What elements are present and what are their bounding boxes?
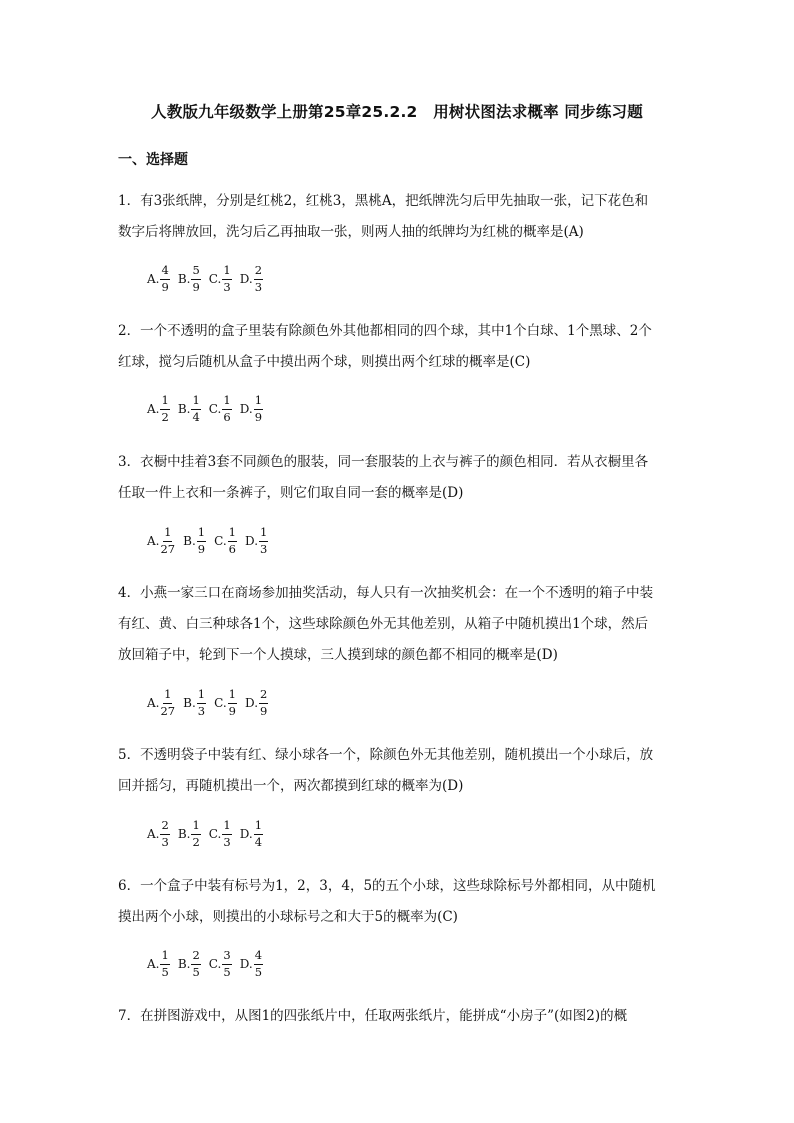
fraction: $\frac{3}{5}$ <box>223 948 231 979</box>
fraction: $\frac{2}{5}$ <box>192 948 200 979</box>
fraction: $\frac{1}{27}$ <box>160 525 176 556</box>
question-3-options <box>147 527 276 555</box>
fraction: $\frac{1}{2}$ <box>192 818 200 849</box>
fraction: $\frac{1}{6}$ <box>223 393 231 424</box>
option-a: A. $\frac{1}{5}$ <box>147 948 169 979</box>
page-title: 人教版九年级数学上册第25章25.2.2 用树状图法求概率 同步练习题 <box>151 103 643 121</box>
fraction: $\frac{1}{9}$ <box>228 687 236 718</box>
option-a: A. $\frac{4}{9}$ <box>147 263 169 294</box>
fraction: $\frac{1}{6}$ <box>228 525 236 556</box>
fraction: $\frac{1}{9}$ <box>197 525 206 556</box>
option-b: B. $\frac{5}{9}$ <box>177 263 200 294</box>
section-heading: 一、选择题 <box>118 152 188 168</box>
question-4 <box>118 578 678 671</box>
question-line: 1．有3张纸牌，分别是红桃2，红桃3，黑桃A，把纸牌洗匀后甲先抽取一张，记下花色和 <box>118 193 649 209</box>
fraction: $\frac{1}{3}$ <box>223 818 231 849</box>
question-line: 回并摇匀，再随机摸出一个，两次都摸到红球的概率为(D) <box>118 778 464 794</box>
fraction: $\frac{1}{4}$ <box>254 818 263 849</box>
fraction: $\frac{2}{3}$ <box>161 818 169 849</box>
option-d: D. $\frac{1}{9}$ <box>239 393 263 424</box>
fraction: $\frac{4}{9}$ <box>161 263 169 294</box>
fraction: $\frac{5}{9}$ <box>192 263 200 294</box>
question-1 <box>118 186 678 248</box>
option-b: B. $\frac{1}{2}$ <box>177 818 200 849</box>
question-2-options <box>147 395 271 423</box>
option-a: A. $\frac{1}{2}$ <box>147 393 169 424</box>
option-c: C. $\frac{1}{3}$ <box>208 263 231 294</box>
option-d: D. $\frac{4}{5}$ <box>239 948 263 979</box>
question-2 <box>118 316 678 378</box>
question-line: 2．一个不透明的盒子里装有除颜色外其他都相同的四个球，其中1个白球、1个黑球、2个 <box>118 323 652 339</box>
option-c: C. $\frac{1}{6}$ <box>208 393 231 424</box>
option-c: C. $\frac{3}{5}$ <box>208 948 231 979</box>
option-b: B. $\frac{1}{9}$ <box>183 525 206 556</box>
option-c: C. $\frac{1}{6}$ <box>214 525 236 556</box>
question-line: 6．一个盒子中装有标号为1，2，3，4，5的五个小球，这些球除标号外都相同，从中随机 <box>118 878 656 894</box>
fraction: $\frac{1}{9}$ <box>254 393 263 424</box>
fraction: $\frac{4}{5}$ <box>254 948 263 979</box>
question-6 <box>118 871 678 933</box>
question-1-options <box>147 265 271 293</box>
fraction: $\frac{2}{9}$ <box>260 687 268 718</box>
option-a: A. $\frac{2}{3}$ <box>147 818 169 849</box>
option-c: C. $\frac{1}{9}$ <box>214 687 236 718</box>
question-line: 任取一件上衣和一条裤子，则它们取自同一套的概率是(D) <box>118 485 464 501</box>
fraction: $\frac{1}{3}$ <box>223 263 231 294</box>
question-line: 红球，搅匀后随机从盒子中摸出两个球，则摸出两个红球的概率是(C) <box>118 354 531 370</box>
fraction: $\frac{1}{4}$ <box>192 393 200 424</box>
question-line: 4．小燕一家三口在商场参加抽奖活动，每人只有一次抽奖机会：在一个不透明的箱子中装 <box>118 585 654 601</box>
question-7 <box>118 1001 678 1032</box>
question-line: 3．衣橱中挂着3套不同颜色的服装，同一套服装的上衣与裤子的颜色相同．若从衣橱里各 <box>118 454 649 470</box>
fraction: $\frac{1}{5}$ <box>161 948 169 979</box>
option-b: B. $\frac{1}{4}$ <box>177 393 200 424</box>
fraction: $\frac{1}{3}$ <box>197 687 206 718</box>
question-6-options <box>147 950 271 978</box>
question-line: 放回箱子中，轮到下一个人摸球，三人摸到球的颜色都不相同的概率是(D) <box>118 647 558 663</box>
question-line: 5．不透明袋子中装有红、绿小球各一个，除颜色外无其他差别，随机摸出一个小球后，放 <box>118 747 654 763</box>
question-5-options <box>147 820 271 848</box>
option-c: C. $\frac{1}{3}$ <box>208 818 231 849</box>
option-d: D. $\frac{1}{3}$ <box>245 525 268 556</box>
fraction: $\frac{2}{3}$ <box>254 263 263 294</box>
question-line: 数字后将牌放回，洗匀后乙再抽取一张，则两人抽的纸牌均为红桃的概率是(A) <box>118 224 584 240</box>
fraction: $\frac{1}{2}$ <box>161 393 169 424</box>
question-line: 7．在拼图游戏中，从图1的四张纸片中，任取两张纸片，能拼成“小房子”(如图2)的概 <box>118 1008 628 1024</box>
question-line: 摸出两个小球，则摸出的小球标号之和大于5的概率为(C) <box>118 909 458 925</box>
option-a: A. $\frac{1}{27}$ <box>147 525 176 556</box>
option-b: B. $\frac{2}{5}$ <box>177 948 200 979</box>
fraction: $\frac{1}{3}$ <box>260 525 268 556</box>
option-a: A. $\frac{1}{27}$ <box>147 687 176 718</box>
option-d: D. $\frac{2}{9}$ <box>245 687 268 718</box>
option-d: D. $\frac{1}{4}$ <box>239 818 263 849</box>
option-d: D. $\frac{2}{3}$ <box>239 263 263 294</box>
question-3 <box>118 447 678 509</box>
option-b: B. $\frac{1}{3}$ <box>183 687 206 718</box>
fraction: $\frac{1}{27}$ <box>160 687 176 718</box>
question-4-options <box>147 689 276 717</box>
question-5 <box>118 740 678 802</box>
question-line: 有红、黄、白三种球各1个，这些球除颜色外无其他差别，从箱子中随机摸出1个球，然后 <box>118 616 649 632</box>
